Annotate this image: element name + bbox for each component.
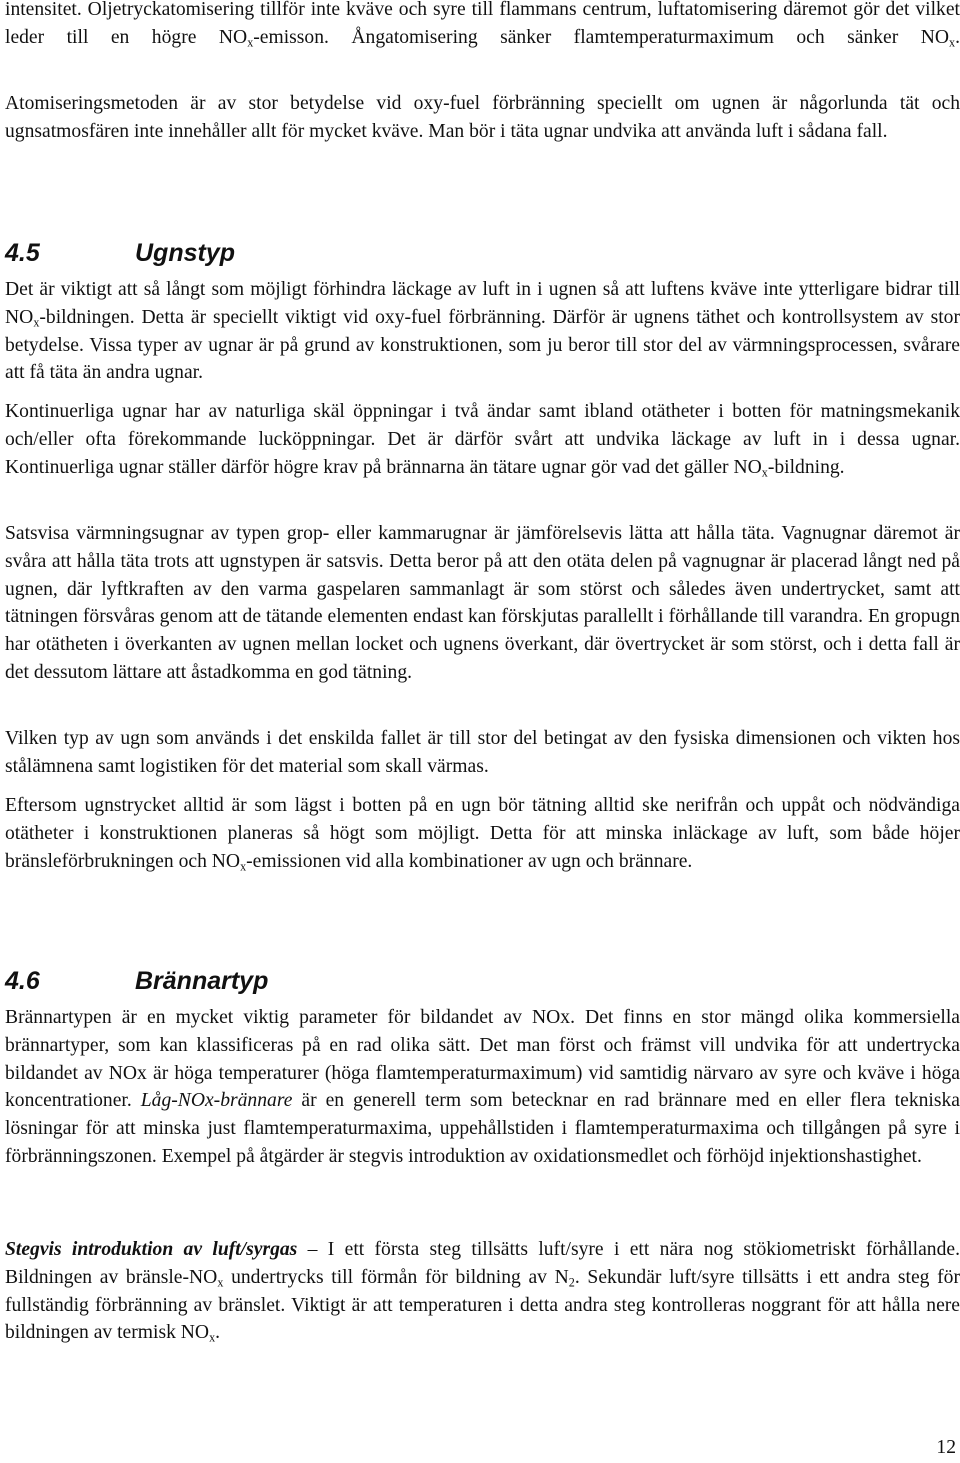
section-number: 4.6	[5, 967, 40, 995]
text-run: är en generell term som betecknar en rad brännare med en eller flera tekniska lösningar för att minska just flamtemperaturmaxima, uppehållstiden i flamtemperaturmaxima och tillgången på syre i förbränningszonen. Exempel på åtgärder är stegvis introduktion av oxidationsmedlet och förhöjd injektionshastighet.	[5, 1090, 960, 1167]
text-run: intensitet. Oljetryckatomisering tillför inte kväve och syre till flammans centrum, luftatomisering däremot gör det vilket leder till en högre NO	[5, 0, 960, 48]
text-run: undertrycks till förmån för bildning av N	[223, 1266, 569, 1288]
text-run: Kontinuerliga ugnar har av naturliga skäl öppningar i två ändar samt ibland otätheter i botten för matningsmekanik och/eller ofta förekommande lucköppningar. Det är därför svårt att undvika läckage av luft in i dessa ugnar. Kontinuerliga ugnar ställer därför högre krav på brännarna än tätare ugnar gör vad det gäller NO	[5, 401, 960, 478]
text-run: Atomiseringsmetoden är av stor betydelse vid oxy-fuel förbränning speciellt om ugnen är någorlunda tät och ugnsatmosfären inte innehåller allt för mycket kväve. Man bör i täta ugnar undvika att använda luft i sådana fall.	[5, 93, 960, 142]
text-run: Eftersom ugnstrycket alltid är som lägst i botten på en ugn bör tätning alltid ske nerifrån och uppåt och nödvändiga otätheter i konstruktionen planeras så högt som möjligt. Detta för att minska inläckage av luft, som både höjer bränsleförbrukningen och NO	[5, 795, 960, 872]
paragraph-ugnstyp-intro	[5, 276, 960, 387]
page-number: 12	[936, 1437, 956, 1458]
text-run: Vilken typ av ugn som används i det enskilda fallet är till stor del betingat av den fysiska dimensionen och vikten hos stålämnena samt logistiken för det material som skall värmas.	[5, 728, 960, 777]
subscript: x	[949, 35, 956, 50]
section-heading-4-6	[5, 966, 268, 996]
subscript: 2	[568, 1275, 575, 1290]
text-run: Det är viktigt att så långt som möjligt förhindra läckage av luft in i ugnen så att luftens kväve inte ytterligare bidrar till NO	[5, 279, 960, 328]
paragraph-kontinuerliga-ugnar	[5, 398, 960, 481]
subscript: x	[217, 1275, 224, 1290]
section-heading-4-5	[5, 238, 235, 268]
subscript: x	[247, 35, 254, 50]
paragraph-atomisering-intro	[5, 0, 960, 52]
text-run: . Sekundär luft/syre tillsätts i ett andra steg för fullständig förbränning av bränslet. Viktigt är att temperaturen i detta andra steg kontrolleras noggrant för att hålla nere bildningen av termisk NO	[5, 1266, 960, 1344]
text-run: -bildning.	[767, 456, 845, 478]
subscript: x	[209, 1330, 216, 1345]
section-title: Ugnstyp	[135, 239, 235, 267]
subscript: x	[761, 464, 768, 479]
text-run: .	[215, 1322, 221, 1344]
section-title: Brännartyp	[135, 967, 269, 995]
subscript: x	[240, 858, 247, 873]
text-run: -emisson. Ångatomisering sänker flamtemperaturmaximum och sänker NO	[253, 26, 950, 48]
paragraph-brannartyp	[5, 1004, 960, 1171]
text-run: Satsvisa värmningsugnar av typen grop- eller kammarugnar är jämförelsevis lätta att hålla täta. Vagnugnar däremot är svåra att hålla täta trots att ugnstypen är satsvis. Detta beror på att den otäta delen på vagnugnar är placerad långt ned på ugnen, där lyftkraften av den varma gaspelaren sammanlagt är som störst och således även undertrycket, samt att tätningen försvåras genom att de tätande elementen endast kan förskjutas parallellt i förhållande till varandra. En gropugn har otätheten i överkanten av ugnen mellan locket och ugnens överkant, där övertrycket är som störst, och i detta fall är det dessutom lättare att åstadkomma en god tätning.	[5, 523, 960, 683]
text-run: -emissionen vid alla kombinationer av ugn och brännare.	[246, 850, 693, 872]
paragraph-stegvis-introduktion	[5, 1236, 960, 1347]
bold-italic-term: Stegvis introduktion av luft/syrgas	[5, 1239, 298, 1260]
paragraph-ugnstrycket	[5, 792, 960, 875]
emphasis-term: Låg-NOx-brännare	[140, 1090, 293, 1112]
text-run: .	[955, 26, 960, 48]
section-number: 4.5	[5, 239, 40, 267]
text-run: – I ett första steg tillsätts luft/syre i ett nära nog stökiometriskt förhållande. Bildningen av bränsle-NO	[5, 1239, 960, 1288]
subscript: x	[33, 315, 40, 330]
paragraph-atomiseringsmetoden	[5, 90, 960, 146]
paragraph-satsvisa-ugnar	[5, 520, 960, 687]
text-run: Brännartypen är en mycket viktig parameter för bildandet av NOx. Det finns en stor mängd olika kommersiella brännartyper, som kan klassificeras på en rad olika sätt. Det man först och främst vill undvika för att undertrycka bildandet av NOx är höga temperaturer (höga flamtemperaturmaximum) vid samtidig närvaro av syre och kväve i höga koncentrationer.	[5, 1007, 960, 1112]
text-run: -bildningen. Detta är speciellt viktigt vid oxy-fuel förbränning. Därför är ugnens täthet och kontrollsystem av stor betydelse. Vissa typer av ugnar är på grund av konstruktionen, som ju beror till stor del av värmningsprocessen, svårare att få täta än andra ugnar.	[5, 306, 960, 384]
paragraph-vilken-typ	[5, 725, 960, 781]
